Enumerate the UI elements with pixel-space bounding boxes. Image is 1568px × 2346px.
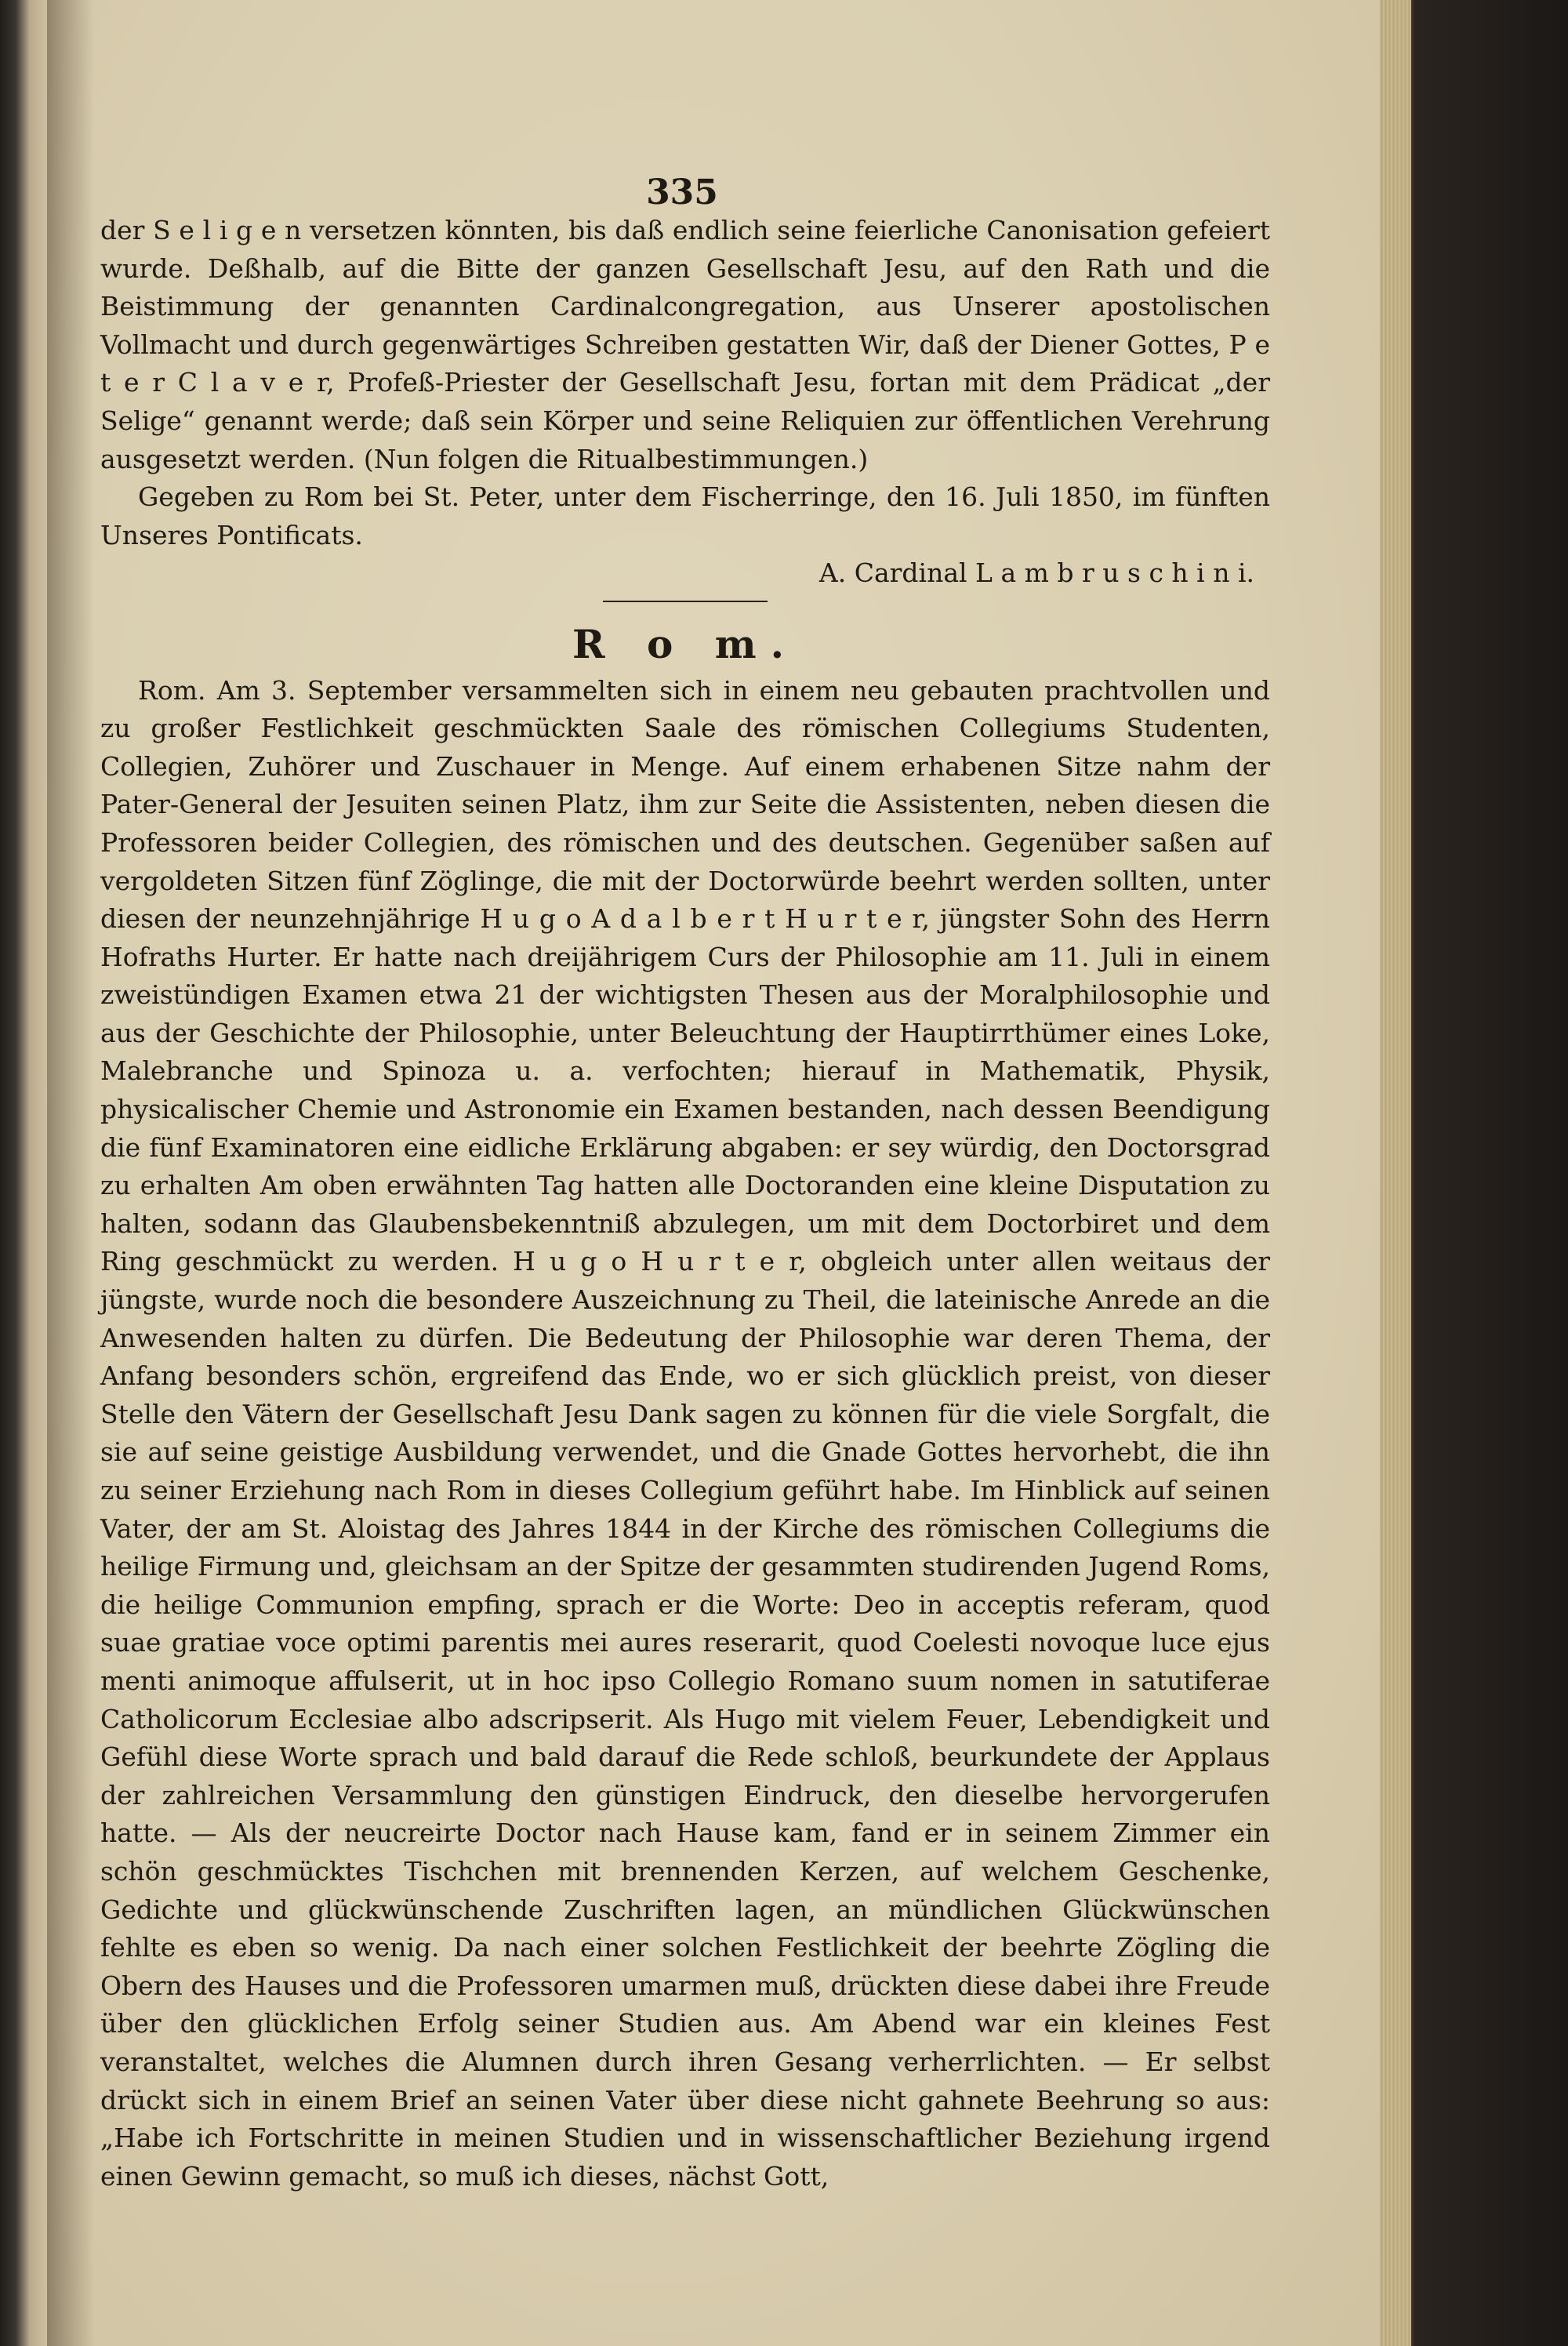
gutter-shadow bbox=[47, 0, 94, 2346]
page-number: 335 bbox=[646, 172, 718, 212]
article-body: Rom. Am 3. September versammelten sich in einem neu gebauten prachtvollen und zu großer Festlichkeit geschmückten Saale des römischen Collegiums Studenten, Collegien, Zuhörer und Zuschauer in Menge. Auf einem erhabenen Sitze nahm der Pater-General der Jesuiten seinen Platz, ihm zur Seite die Assistenten, neben diesen die Professoren beider Collegien, des römischen und des deutschen. Gegenüber saßen auf vergoldeten Sitzen fünf Zöglinge, die mit der Doctorwürde beehrt werden sollten, unter diesen der neunzehnjährige H u g o A d a l b e r t H u r t e r, jüngster Sohn des Herrn Hofraths Hurter. Er hatte nach dreijährigem Curs der Philosophie am 11. Juli in einem zweistündigen Examen etwa 21 der wichtigsten Thesen aus der Moralphilosophie und aus der Geschichte der Philosophie, unter Beleuchtung der Hauptirrthümer eines Loke, Malebranche und Spinoza u. a. verfochten; hierauf in Mathematik, Physik, physicalischer Chemie und Astronomie ein Examen bestanden, nach dessen Beendigung die fünf Examinatoren eine eidliche Erklärung abgaben: er sey würdig, den Doctorsgrad zu erhalten Am oben erwähnten Tag hatten alle Doctoranden eine kleine Disputation zu halten, sodann das Glaubensbekenntniß abzulegen, um mit dem Doctorbiret und dem Ring geschmückt zu werden. H u g o H u r t e r, obgleich unter allen weitaus der jüngste, wurde noch die besondere Auszeichnung zu Theil, die lateinische Anrede an die Anwesenden halten zu dürfen. Die Bedeutung der Philosophie war deren Thema, der Anfang besonders schön, ergreifend das Ende, wo er sich glücklich preist, von dieser Stelle den Vätern der Gesellschaft Jesu Dank sagen zu können für die viele Sorgfalt, die sie auf seine geistige Ausbildung verwendet, und die Gnade Gottes hervorhebt, die ihn zu seiner Erziehung nach Rom in dieses Collegium geführt habe. Im Hinblick auf seinen Vater, der am St. Aloistag des Jahres 1844 in der Kirche des römischen Collegiums die heilige Firmung und, gleichsam an der Spitze der gesammten studirenden Jugend Roms, die heilige Communion empfing, sprach er die Worte: Deo in acceptis referam, quod suae gratiae voce optimi parentis mei aures reserarit, quod Coelesti novoque luce ejus menti animoque affulserit, ut in hoc ipso Collegio Romano suum nomen in satutiferae Catholicorum Ecclesiae albo adscripserit. Als Hugo mit vielem Feuer, Lebendigkeit und Gefühl diese Worte sprach und bald darauf die Rede schloß, beurkundete der Applaus der zahlreichen Versammlung den günstigen Eindruck, den dieselbe hervorgerufen hatte. — Als der neucreirte Doctor nach Hause kam, fand er in seinem Zimmer ein schön geschmücktes Tischchen mit brennenden Kerzen, auf welchem Geschenke, Gedichte und glückwünschende Zuschriften lagen, an mündlichen Glückwünschen fehlte es eben so wenig. Da nach einer solchen Festlichkeit der beehrte Zögling die Obern des Hauses und die Professoren umarmen muß, drückten diese dabei ihre Freude über den glücklichen Erfolg seiner Studien aus. Am Abend war ein kleines Fest veranstaltet, welches die Alumnen durch ihren Gesang verherrlichten. — Er selbst drückt sich in einem Brief an seinen Vater über diese nicht gahnete Beehrung so aus: „Habe ich Fortschritte in meinen Studien und in wissenschaftlicher Beziehung irgend einen Gewinn gemacht, so muß ich dieses, nächst Gott, bbox=[100, 674, 1270, 2192]
separator-rule bbox=[603, 601, 768, 602]
page-edges bbox=[1380, 0, 1411, 2346]
text-block bbox=[100, 165, 1270, 2195]
dateline: Gegeben zu Rom bei St. Peter, unter dem Fischerringe, den 16. Juli 1850, im fünften Unseres Pontificats. bbox=[100, 481, 1270, 550]
decree-continuation: der S e l i g e n versetzen könnten, bis daß endlich seine feierliche Canonisation gefeiert wurde. Deßhalb, auf die Bitte der ganzen Gesellschaft Jesu, auf den Rath und die Beistimmung der genannten Cardinalcongregation, aus Unserer apostolischen Vollmacht und durch gegenwärtiges Schreiben gestatten Wir, daß der Diener Gottes, P e t e r C l a v e r, Profeß-Priester der Gesellschaft Jesu, fortan mit dem Prädicat „der Selige“ genannt werde; daß sein Körper und seine Reliquien zur öffentlichen Verehrung ausgesetzt werden. (Nun folgen die Ritualbestimmungen.) bbox=[100, 215, 1270, 474]
signature: A. Cardinal L a m b r u s c h i n i. bbox=[818, 557, 1254, 589]
section-heading: R o m. bbox=[572, 620, 799, 667]
